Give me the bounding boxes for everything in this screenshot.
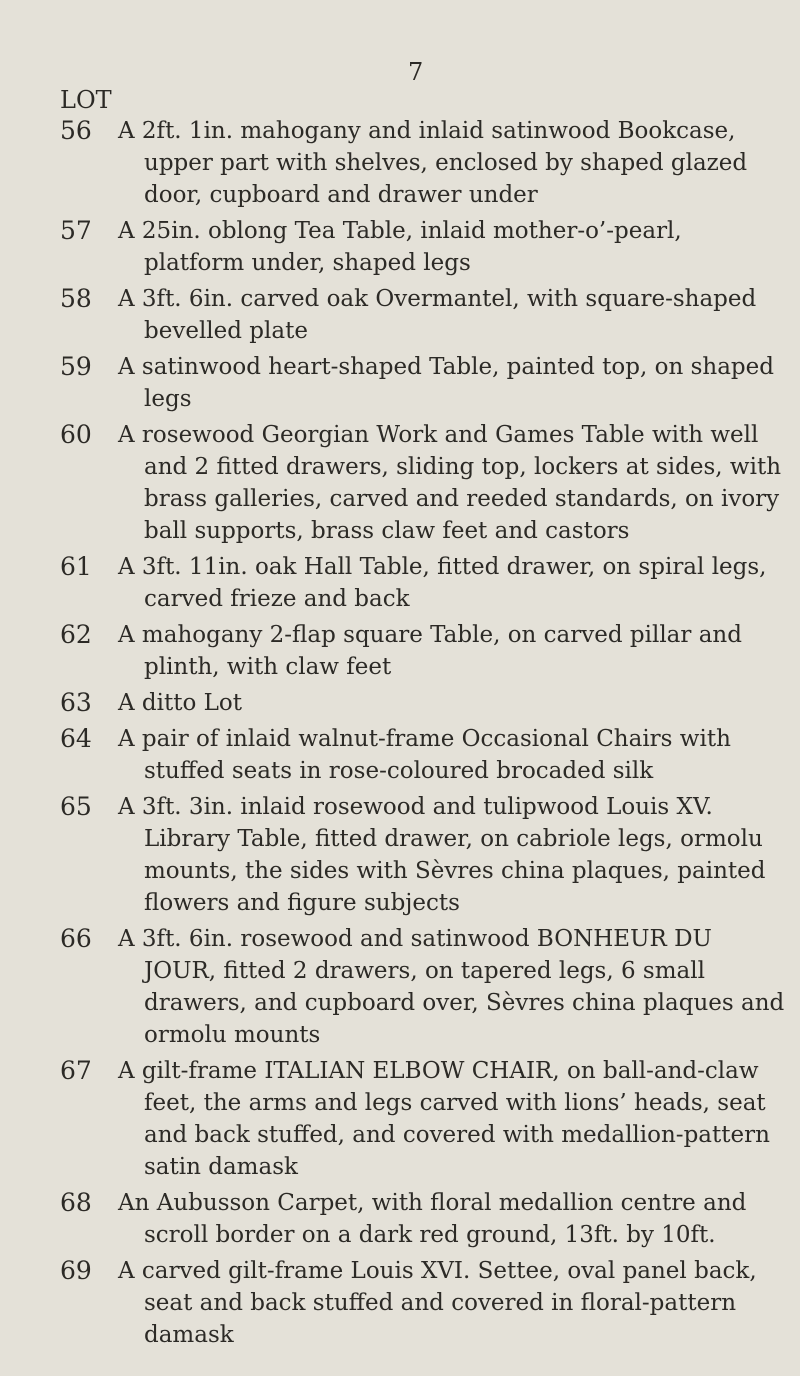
lot-entry — [0, 1055, 800, 1183]
lot-number: 68 — [60, 1188, 92, 1217]
lot-entry — [0, 1255, 800, 1351]
lot-number: 59 — [60, 352, 92, 381]
lot-number: 62 — [60, 620, 92, 649]
lot-entry — [0, 619, 800, 683]
lot-description: A gilt-frame ITALIAN ELBOW CHAIR, on ball-and-claw feet, the arms and legs carved with lions’ heads, seat and back stuffed, and covered with medallion-pattern satin damask — [118, 1058, 770, 1180]
lot-number: 64 — [60, 724, 92, 753]
lot-list — [0, 115, 800, 1355]
lot-description: An Aubusson Carpet, with floral medallion centre and scroll border on a dark red ground, 13ft. by 10ft. — [118, 1190, 747, 1248]
lot-entry — [0, 283, 800, 347]
lot-description: A ditto Lot — [118, 690, 243, 716]
lot-number: 58 — [60, 284, 92, 313]
lot-entry — [0, 115, 800, 211]
lot-description: A rosewood Georgian Work and Games Table with well and 2 fitted drawers, sliding top, lockers at sides, with brass galleries, carved and reeded standards, on ivory ball supports, brass claw feet and castors — [118, 422, 782, 544]
lot-description: A carved gilt-frame Louis XVI. Settee, oval panel back, seat and back stuffed and covered in floral-pattern damask — [118, 1258, 757, 1348]
lot-number: 56 — [60, 116, 92, 145]
lot-entry — [0, 551, 800, 615]
lot-number: 66 — [60, 924, 92, 953]
lot-description: A 3ft. 11in. oak Hall Table, fitted drawer, on spiral legs, carved frieze and back — [118, 554, 767, 612]
lot-entry — [0, 419, 800, 547]
lot-entry — [0, 351, 800, 415]
lot-description: A pair of inlaid walnut-frame Occasional Chairs with stuffed seats in rose-coloured brocaded silk — [118, 726, 731, 784]
lot-entry — [0, 687, 800, 719]
lot-description: A mahogany 2-flap square Table, on carved pillar and plinth, with claw feet — [118, 622, 742, 680]
lot-entry — [0, 923, 800, 1051]
lot-description: A 3ft. 3in. inlaid rosewood and tulipwood Louis XV. Library Table, fitted drawer, on cabriole legs, ormolu mounts, the sides with Sèvres china plaques, painted flowers and figure subjects — [118, 794, 766, 916]
lot-number: 65 — [60, 792, 92, 821]
page-number: 7 — [408, 58, 424, 86]
lot-entry — [0, 723, 800, 787]
lot-description: A 25in. oblong Tea Table, inlaid mother-o’-pearl, platform under, shaped legs — [118, 218, 682, 276]
lot-number: 60 — [60, 420, 92, 449]
lot-number: 63 — [60, 688, 92, 717]
lot-number: 57 — [60, 216, 92, 245]
lot-column-header: LOT — [60, 86, 112, 114]
lot-description: A 3ft. 6in. rosewood and satinwood BONHEUR DU JOUR, fitted 2 drawers, on tapered legs, 6 small drawers, and cupboard over, Sèvres china plaques and ormolu mounts — [118, 926, 785, 1048]
lot-number: 67 — [60, 1056, 92, 1085]
lot-entry — [0, 791, 800, 919]
lot-entry — [0, 1187, 800, 1251]
lot-description: A 3ft. 6in. carved oak Overmantel, with square-shaped bevelled plate — [118, 286, 757, 344]
lot-description: A 2ft. 1in. mahogany and inlaid satinwood Bookcase, upper part with shelves, enclosed by shaped glazed door, cupboard and drawer under — [118, 118, 748, 208]
lot-description: A satinwood heart-shaped Table, painted top, on shaped legs — [118, 354, 774, 412]
lot-entry — [0, 215, 800, 279]
lot-number: 69 — [60, 1256, 92, 1285]
lot-number: 61 — [60, 552, 92, 581]
